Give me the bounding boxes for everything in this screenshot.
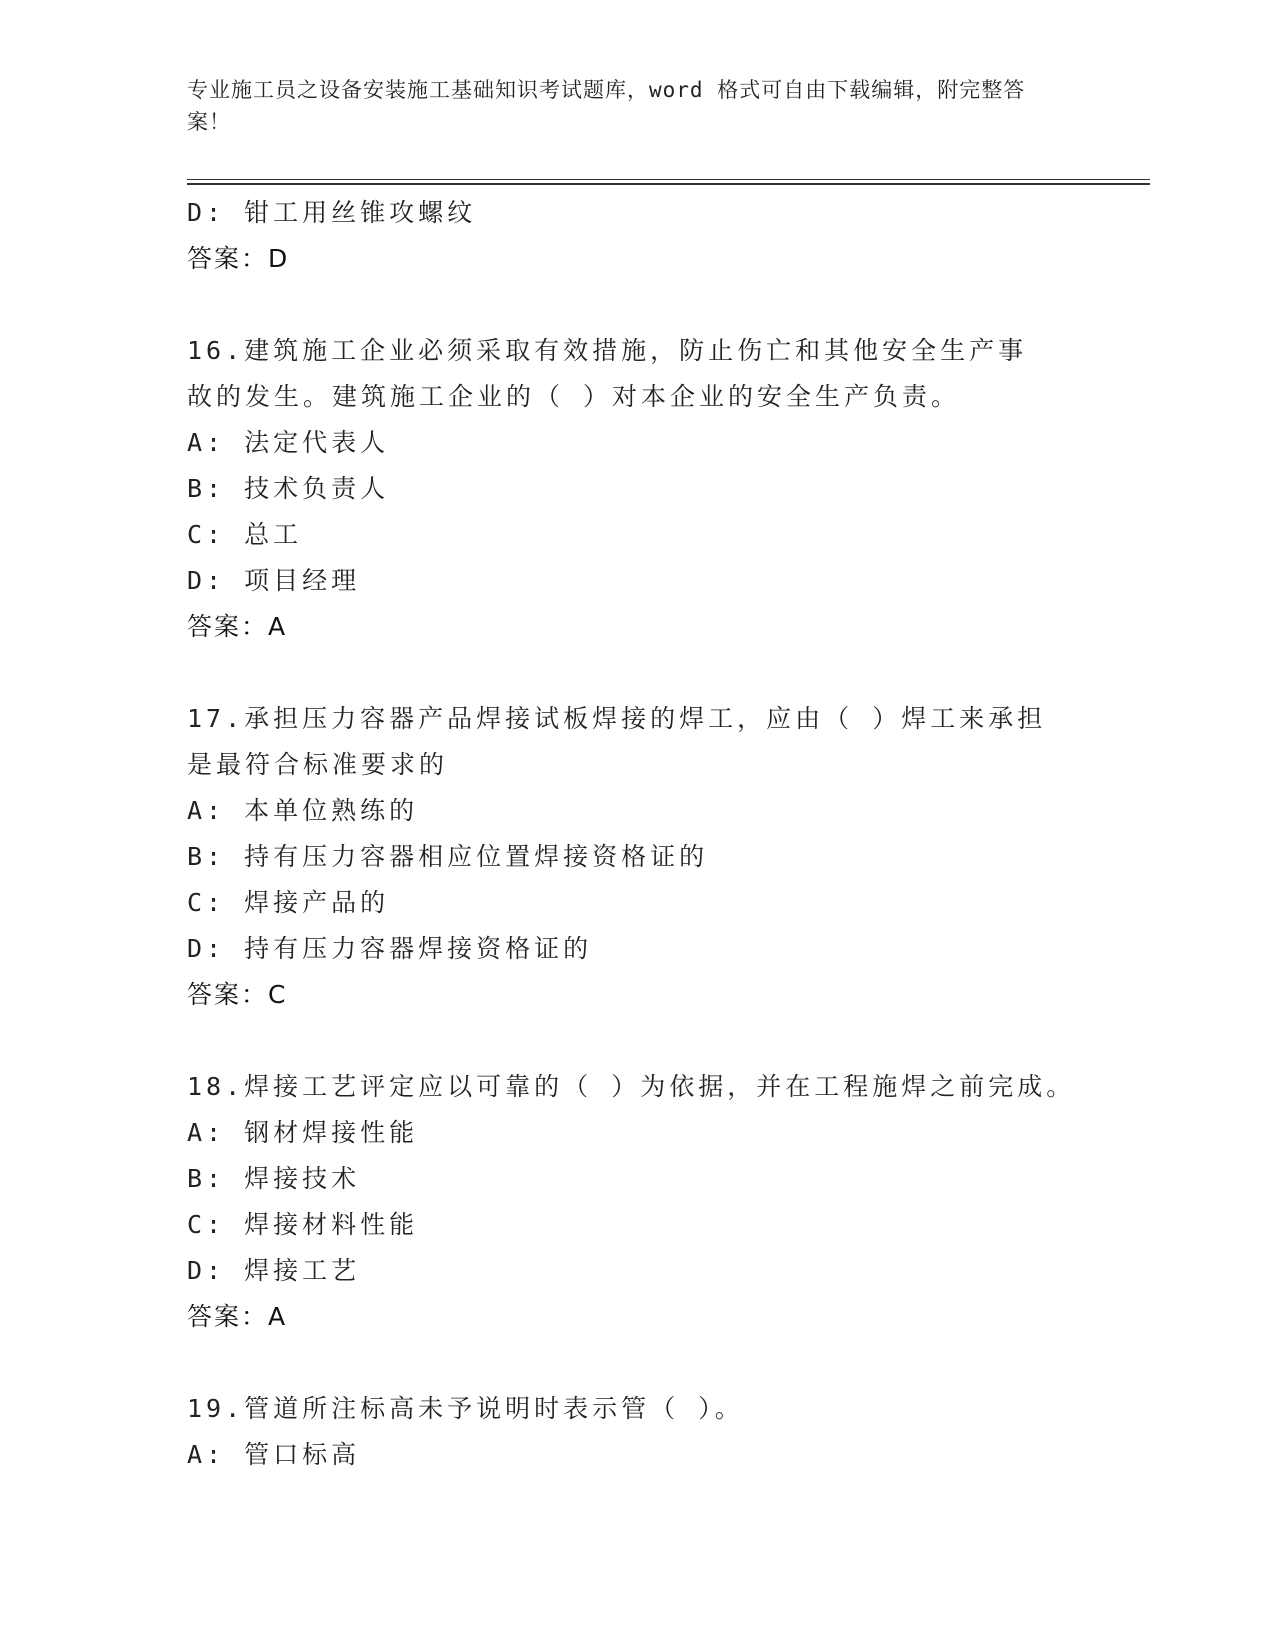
answer: 答案：A [187, 1302, 288, 1331]
option-a: A: 法定代表人 [187, 428, 390, 457]
option-b: B: 焊接技术 [187, 1164, 361, 1193]
option-c: C: 焊接产品的 [187, 888, 390, 917]
option-d: D: 钳工用丝锥攻螺纹 [187, 198, 477, 227]
header-divider-thick [187, 183, 1150, 185]
option-d: D: 持有压力容器焊接资格证的 [187, 934, 593, 963]
document-header [187, 74, 1067, 138]
question-17 [187, 696, 1087, 1018]
question-list [187, 190, 1087, 1478]
question-text: 19.管道所注标高未予说明时表示管（ ）。 [187, 1394, 744, 1423]
header-title: 专业施工员之设备安装施工基础知识考试题库，word 格式可自由下载编辑，附完整答案！ [187, 78, 1026, 134]
question-text: 16.建筑施工企业必须采取有效措施，防止伤亡和其他安全生产事故的发生。建筑施工企业的（ ）对本企业的安全生产负责。 [187, 336, 1028, 411]
question-text: 17.承担压力容器产品焊接试板焊接的焊工，应由（ ）焊工来承担是最符合标准要求的 [187, 704, 1047, 779]
option-a: A: 钢材焊接性能 [187, 1118, 419, 1147]
option-b: B: 技术负责人 [187, 474, 390, 503]
option-a: A: 本单位熟练的 [187, 796, 419, 825]
question-19 [187, 1386, 1087, 1478]
header-divider-thin [187, 179, 1150, 180]
option-a: A: 管口标高 [187, 1440, 361, 1469]
answer: 答案：A [187, 612, 288, 641]
option-c: C: 总工 [187, 520, 303, 549]
question-18 [187, 1064, 1087, 1340]
answer: 答案：C [187, 980, 288, 1009]
option-d: D: 项目经理 [187, 566, 361, 595]
question-16 [187, 328, 1087, 650]
option-c: C: 焊接材料性能 [187, 1210, 419, 1239]
option-b: B: 持有压力容器相应位置焊接资格证的 [187, 842, 709, 871]
question-text: 18.焊接工艺评定应以可靠的（ ）为依据，并在工程施焊之前完成。 [187, 1072, 1076, 1101]
answer: 答案：D [187, 244, 290, 273]
option-d: D: 焊接工艺 [187, 1256, 361, 1285]
question-15-tail [187, 190, 1087, 282]
